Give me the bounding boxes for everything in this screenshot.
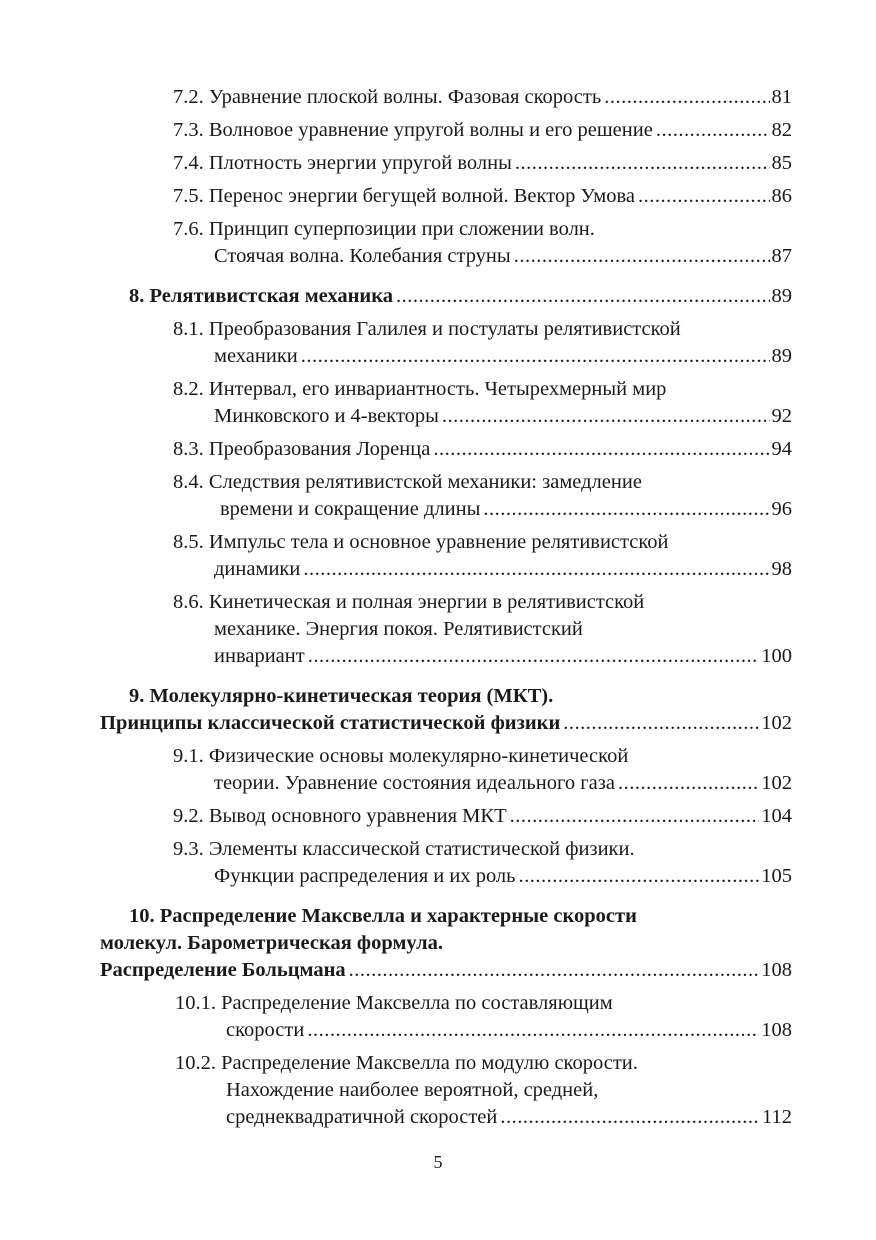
toc-page-number: 96 xyxy=(771,498,792,520)
toc-entry-title-cont: теории. Уравнение состояния идеального газа xyxy=(214,772,615,794)
table-of-contents xyxy=(100,84,792,1131)
toc-entry-title-cont: инвариант xyxy=(214,645,305,667)
toc-entry-title: 8.6. Кинетическая и полная энергии в релятивистской xyxy=(173,591,645,613)
dot-leader xyxy=(483,496,769,523)
toc-entry-title-cont: механике. Энергия покоя. Релятивистский xyxy=(214,618,583,640)
toc-entry-title-cont: скорости xyxy=(226,1019,305,1041)
dot-leader xyxy=(604,84,769,111)
toc-entry-7-4 xyxy=(173,150,792,177)
toc-page-number: 108 xyxy=(761,1019,792,1041)
dot-leader xyxy=(349,957,760,984)
toc-section-9 xyxy=(100,683,792,737)
dot-leader xyxy=(656,117,770,144)
toc-entry-title: 10.2. Распределение Максвелла по модулю скорости. xyxy=(175,1052,638,1074)
toc-entry-title-cont: Нахождение наиболее вероятной, средней, xyxy=(226,1079,599,1101)
toc-entry-10-1 xyxy=(175,990,792,1044)
dot-leader xyxy=(510,803,760,830)
toc-entry-8-3 xyxy=(173,436,792,463)
dot-leader xyxy=(515,150,770,177)
dot-leader xyxy=(301,343,770,370)
toc-section-title-cont: Принципы классической статистической физики xyxy=(100,712,561,734)
toc-page-number: 104 xyxy=(761,805,792,827)
toc-section-title: 9. Молекулярно-кинетическая теория (МКТ). xyxy=(129,685,554,707)
dot-leader xyxy=(442,403,770,430)
page-number: 5 xyxy=(433,1152,443,1172)
toc-entry-title-cont: динамики xyxy=(214,558,301,580)
dot-leader xyxy=(514,243,770,270)
dot-leader xyxy=(519,863,760,890)
toc-entry-title: 8.3. Преобразования Лоренца xyxy=(173,438,431,460)
toc-page-number: 102 xyxy=(761,772,792,794)
toc-entry-title: 8.2. Интервал, его инвариантность. Четырехмерный мир xyxy=(173,378,667,400)
toc-page-number: 89 xyxy=(771,345,792,367)
dot-leader xyxy=(303,556,769,583)
toc-section-title: 10. Распределение Максвелла и характерные скорости xyxy=(129,905,637,927)
toc-entry-title: 9.2. Вывод основного уравнения МКТ xyxy=(173,805,507,827)
toc-page-number: 94 xyxy=(771,438,792,460)
toc-entry-title: 10.1. Распределение Максвелла по составляющим xyxy=(175,992,613,1014)
dot-leader xyxy=(563,710,759,737)
toc-entry-title-cont: среднеквадратичной скоростей xyxy=(226,1106,498,1128)
toc-entry-title: 9.3. Элементы классической статистической физики. xyxy=(173,838,635,860)
dot-leader xyxy=(308,643,760,670)
toc-entry-title: 8.5. Импульс тела и основное уравнение релятивистской xyxy=(173,531,669,553)
toc-page-number: 82 xyxy=(771,119,792,141)
toc-entry-8-1 xyxy=(173,316,792,370)
toc-section-title-cont: Распределение Больцмана xyxy=(100,959,346,981)
dot-leader xyxy=(618,770,759,797)
dot-leader xyxy=(396,283,770,310)
toc-page-number: 86 xyxy=(771,185,792,207)
toc-entry-9-3 xyxy=(173,836,792,890)
toc-page-number: 92 xyxy=(771,405,792,427)
toc-section-10 xyxy=(100,903,792,984)
toc-entry-title-cont: Функции распределения и их роль xyxy=(214,865,516,887)
toc-entry-7-2 xyxy=(173,84,792,111)
toc-section-8 xyxy=(129,283,792,310)
toc-entry-10-2 xyxy=(175,1050,792,1131)
toc-entry-title: 7.3. Волновое уравнение упругой волны и его решение xyxy=(173,119,653,141)
toc-page-number: 85 xyxy=(771,152,792,174)
toc-entry-title: 8.1. Преобразования Галилея и постулаты релятивистской xyxy=(173,318,681,340)
toc-page-number: 89 xyxy=(771,285,792,307)
toc-entry-title: 7.5. Перенос энергии бегущей волной. Вектор Умова xyxy=(173,185,635,207)
toc-entry-8-5 xyxy=(173,529,792,583)
toc-entry-title: 7.4. Плотность энергии упругой волны xyxy=(173,152,512,174)
toc-entry-8-6 xyxy=(173,589,792,670)
dot-leader xyxy=(638,183,770,210)
toc-page-number: 105 xyxy=(761,865,792,887)
toc-page-number: 81 xyxy=(771,86,792,108)
toc-entry-9-2 xyxy=(173,803,792,830)
toc-page-number: 87 xyxy=(771,245,792,267)
dot-leader xyxy=(500,1104,760,1131)
toc-entry-title-cont: механики xyxy=(214,345,298,367)
toc-page-number: 108 xyxy=(761,959,792,981)
toc-entry-title: 9.1. Физические основы молекулярно-кинетической xyxy=(173,745,629,767)
toc-entry-7-6 xyxy=(173,216,792,270)
toc-entry-title: 7.2. Уравнение плоской волны. Фазовая скорость xyxy=(173,86,602,108)
toc-entry-8-4 xyxy=(173,469,792,523)
toc-page-number: 112 xyxy=(762,1106,792,1128)
dot-leader xyxy=(433,436,769,463)
toc-entry-title-cont: Минковского и 4-векторы xyxy=(214,405,439,427)
toc-entry-title-cont: времени и сокращение длины xyxy=(220,498,481,520)
toc-page-number: 98 xyxy=(771,558,792,580)
toc-entry-7-5 xyxy=(173,183,792,210)
toc-entry-9-1 xyxy=(173,743,792,797)
toc-entry-8-2 xyxy=(173,376,792,430)
toc-entry-title-cont: Стоячая волна. Колебания струны xyxy=(214,245,511,267)
toc-page-number: 102 xyxy=(761,712,792,734)
toc-page-number: 100 xyxy=(761,645,792,667)
toc-entry-title: 8.4. Следствия релятивистской механики: замедление xyxy=(173,471,642,493)
toc-entry-7-3 xyxy=(173,117,792,144)
dot-leader xyxy=(307,1017,759,1044)
toc-entry-title: 7.6. Принцип суперпозиции при сложении волн. xyxy=(173,218,595,240)
toc-section-title: 8. Релятивистская механика xyxy=(129,285,393,307)
toc-section-title-cont: молекул. Барометрическая формула. xyxy=(100,932,444,954)
